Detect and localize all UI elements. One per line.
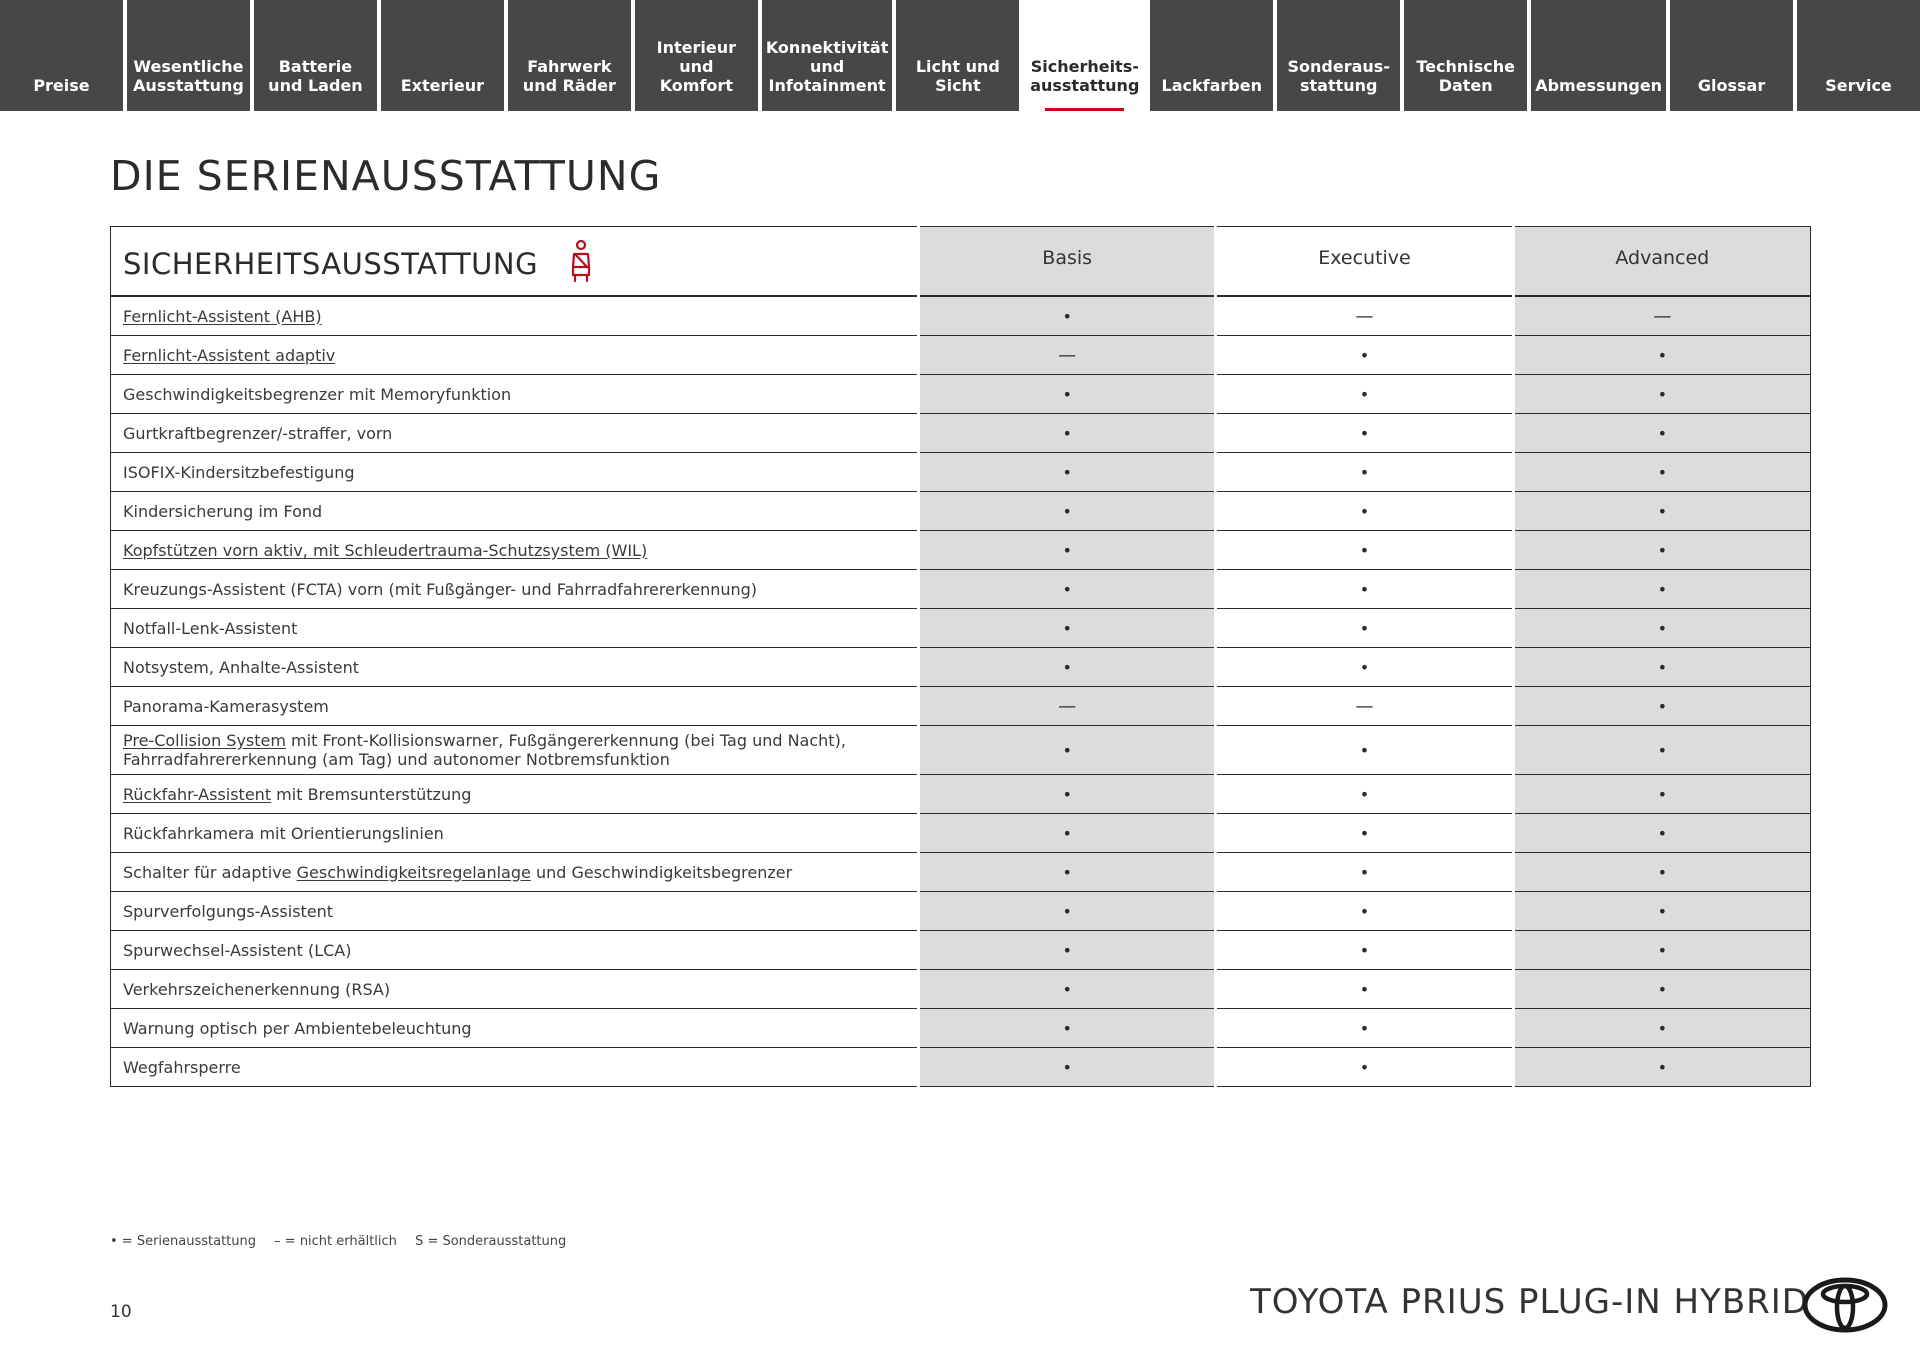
value-cell-basis: • — [919, 814, 1216, 853]
value-cell-advanced: • — [1513, 531, 1810, 570]
feature-cell — [111, 814, 919, 853]
value-cell-basis: • — [919, 296, 1216, 336]
nav-tab[interactable]: Service — [1797, 0, 1920, 111]
legend-standard: • = Serienausstattung — [110, 1234, 257, 1249]
value-cell-basis: • — [919, 492, 1216, 531]
value-cell-basis: • — [919, 375, 1216, 414]
feature-cell — [111, 853, 919, 892]
value-cell-basis: • — [919, 1048, 1216, 1087]
feature-cell — [111, 1048, 919, 1087]
page-number: 10 — [110, 1302, 132, 1322]
table-row — [111, 931, 1811, 970]
feature-cell — [111, 775, 919, 814]
value-cell-advanced: • — [1513, 931, 1810, 970]
feature-cell — [111, 375, 919, 414]
value-cell-executive: • — [1216, 970, 1513, 1009]
legend-not-available: – = nicht erhältlich — [274, 1234, 397, 1249]
value-cell-advanced: • — [1513, 726, 1810, 775]
section-title: SICHERHEITSAUSSTATTUNG — [123, 247, 539, 281]
value-cell-basis: — — [919, 687, 1216, 726]
feature-text: Gurtkraftbegrenzer/-straffer, vorn — [123, 423, 393, 443]
value-cell-executive: • — [1216, 931, 1513, 970]
feature-cell — [111, 1009, 919, 1048]
value-cell-advanced: • — [1513, 570, 1810, 609]
nav-tab[interactable]: Batterie und Laden — [254, 0, 377, 111]
value-cell-executive: • — [1216, 531, 1513, 570]
feature-text: Spurverfolgungs-Assistent — [123, 901, 334, 921]
page-title: DIE SERIENAUSSTATTUNG — [110, 152, 662, 200]
feature-text: Schalter für adaptive — [123, 862, 297, 882]
value-cell-basis: • — [919, 775, 1216, 814]
feature-cell — [111, 414, 919, 453]
value-cell-advanced: — — [1513, 296, 1810, 336]
value-cell-advanced: • — [1513, 336, 1810, 375]
value-cell-advanced: • — [1513, 970, 1810, 1009]
feature-cell — [111, 531, 919, 570]
table-row — [111, 970, 1811, 1009]
feature-text: Wegfahrsperre — [123, 1057, 241, 1077]
value-cell-executive: • — [1216, 853, 1513, 892]
feature-text: Warnung optisch per Ambientebeleuchtung — [123, 1018, 472, 1038]
nav-tab[interactable]: Preise — [0, 0, 123, 111]
feature-cell — [111, 296, 919, 336]
value-cell-basis: • — [919, 726, 1216, 775]
table-row — [111, 687, 1811, 726]
table-row — [111, 775, 1811, 814]
equipment-table — [110, 226, 1811, 1087]
top-navigation — [0, 0, 1920, 111]
nav-tab[interactable]: Konnektivität und Infotainment — [762, 0, 893, 111]
feature-cell — [111, 570, 919, 609]
value-cell-basis: • — [919, 453, 1216, 492]
value-cell-executive: • — [1216, 414, 1513, 453]
feature-text: Verkehrszeichenerkennung (RSA) — [123, 979, 391, 999]
value-cell-advanced: • — [1513, 814, 1810, 853]
nav-tab[interactable]: Glossar — [1670, 0, 1793, 111]
value-cell-basis: • — [919, 570, 1216, 609]
table-row — [111, 375, 1811, 414]
nav-tab[interactable]: Interieur und Komfort — [635, 0, 758, 111]
feature-text: Notsystem, Anhalte-Assistent — [123, 657, 359, 677]
feature-cell — [111, 453, 919, 492]
column-header-advanced: Advanced — [1513, 227, 1810, 297]
legend — [110, 1234, 580, 1249]
value-cell-executive: • — [1216, 336, 1513, 375]
feature-cell — [111, 726, 919, 775]
value-cell-basis: • — [919, 892, 1216, 931]
value-cell-executive: • — [1216, 375, 1513, 414]
table-row — [111, 531, 1811, 570]
column-header-executive: Executive — [1216, 227, 1513, 297]
table-row — [111, 1009, 1811, 1048]
feature-link[interactable]: Kopfstützen vorn aktiv, mit Schleudertrauma-Schutzsystem (WIL) — [123, 540, 648, 560]
value-cell-advanced: • — [1513, 492, 1810, 531]
feature-text: ISOFIX-Kindersitzbefestigung — [123, 462, 355, 482]
feature-link[interactable]: Rückfahr-Assistent — [123, 784, 272, 804]
table-body — [111, 296, 1811, 1087]
feature-text: und Geschwindigkeitsbegrenzer — [530, 862, 793, 882]
section-header — [111, 227, 919, 297]
table-row — [111, 726, 1811, 775]
value-cell-basis: • — [919, 970, 1216, 1009]
value-cell-advanced: • — [1513, 648, 1810, 687]
brand-title: TOYOTA PRIUS PLUG-IN HYBRID — [1250, 1282, 1809, 1322]
value-cell-executive: • — [1216, 453, 1513, 492]
value-cell-advanced: • — [1513, 1048, 1810, 1087]
value-cell-basis: — — [919, 336, 1216, 375]
nav-tab[interactable]: Exterieur — [381, 0, 504, 111]
feature-text: Rückfahrkamera mit Orientierungslinien — [123, 823, 444, 843]
table-row — [111, 570, 1811, 609]
feature-text: Notfall-Lenk-Assistent — [123, 618, 298, 638]
value-cell-basis: • — [919, 931, 1216, 970]
value-cell-executive: • — [1216, 814, 1513, 853]
nav-tab[interactable]: Licht und Sicht — [896, 0, 1019, 111]
table-row — [111, 814, 1811, 853]
feature-cell — [111, 336, 919, 375]
value-cell-executive: • — [1216, 492, 1513, 531]
nav-tab[interactable]: Sonderaus- stattung — [1277, 0, 1400, 111]
value-cell-advanced: • — [1513, 414, 1810, 453]
feature-link[interactable]: Geschwindigkeitsregelanlage — [296, 862, 531, 882]
nav-tab[interactable]: Sicherheits- ausstattung — [1023, 0, 1146, 111]
feature-cell — [111, 492, 919, 531]
feature-cell — [111, 970, 919, 1009]
nav-tab[interactable]: Fahrwerk und Räder — [508, 0, 631, 111]
value-cell-basis: • — [919, 648, 1216, 687]
feature-text: Fahrradfahrererkennung (am Tag) und autonomer Notbremsfunktion — [123, 750, 670, 769]
nav-tab[interactable]: Wesentliche Ausstattung — [127, 0, 250, 111]
value-cell-advanced: • — [1513, 775, 1810, 814]
toyota-logo-icon — [1802, 1277, 1888, 1333]
feature-text: mit Bremsunterstützung — [271, 784, 472, 804]
feature-cell — [111, 687, 919, 726]
table-row — [111, 648, 1811, 687]
value-cell-executive: • — [1216, 1009, 1513, 1048]
feature-link[interactable]: Pre-Collision System — [123, 731, 286, 750]
value-cell-advanced: • — [1513, 853, 1810, 892]
nav-tab[interactable]: Lackfarben — [1150, 0, 1273, 111]
table-row — [111, 492, 1811, 531]
value-cell-executive: • — [1216, 609, 1513, 648]
table-row — [111, 336, 1811, 375]
value-cell-advanced: • — [1513, 609, 1810, 648]
nav-tab[interactable]: Abmessungen — [1531, 0, 1666, 111]
value-cell-executive: • — [1216, 892, 1513, 931]
equipment-table-container — [110, 226, 1811, 1087]
feature-text: mit Front-Kollisionswarner, Fußgängererkennung (bei Tag und Nacht), — [285, 731, 846, 750]
value-cell-advanced: • — [1513, 453, 1810, 492]
value-cell-basis: • — [919, 414, 1216, 453]
table-row — [111, 414, 1811, 453]
table-row — [111, 853, 1811, 892]
table-row — [111, 296, 1811, 336]
feature-text: Spurwechsel-Assistent (LCA) — [123, 940, 352, 960]
feature-link[interactable]: Fernlicht-Assistent (AHB) — [123, 306, 322, 326]
value-cell-executive: • — [1216, 726, 1513, 775]
table-row — [111, 892, 1811, 931]
value-cell-basis: • — [919, 531, 1216, 570]
feature-text: Panorama-Kamerasystem — [123, 696, 329, 716]
feature-cell — [111, 931, 919, 970]
value-cell-basis: • — [919, 609, 1216, 648]
value-cell-advanced: • — [1513, 687, 1810, 726]
value-cell-executive: • — [1216, 775, 1513, 814]
table-row — [111, 1048, 1811, 1087]
feature-cell — [111, 892, 919, 931]
feature-link[interactable]: Fernlicht-Assistent adaptiv — [123, 345, 336, 365]
feature-text: Kreuzungs-Assistent (FCTA) vorn (mit Fußgänger- und Fahrradfahrererkennung) — [123, 579, 758, 599]
column-header-basis: Basis — [919, 227, 1216, 297]
legend-optional: S = Sonderausstattung — [415, 1234, 567, 1249]
value-cell-advanced: • — [1513, 1009, 1810, 1048]
value-cell-executive: • — [1216, 570, 1513, 609]
table-header-row — [111, 227, 1811, 297]
feature-cell — [111, 648, 919, 687]
feature-text: Geschwindigkeitsbegrenzer mit Memoryfunktion — [123, 384, 512, 404]
value-cell-basis: • — [919, 853, 1216, 892]
feature-cell — [111, 609, 919, 648]
value-cell-advanced: • — [1513, 892, 1810, 931]
value-cell-executive: — — [1216, 687, 1513, 726]
value-cell-executive: • — [1216, 1048, 1513, 1087]
table-row — [111, 453, 1811, 492]
table-row — [111, 609, 1811, 648]
value-cell-executive: • — [1216, 648, 1513, 687]
feature-text: Kindersicherung im Fond — [123, 501, 323, 521]
value-cell-advanced: • — [1513, 375, 1810, 414]
seatbelt-icon — [568, 240, 594, 282]
nav-tab[interactable]: Technische Daten — [1404, 0, 1527, 111]
value-cell-executive: — — [1216, 296, 1513, 336]
value-cell-basis: • — [919, 1009, 1216, 1048]
